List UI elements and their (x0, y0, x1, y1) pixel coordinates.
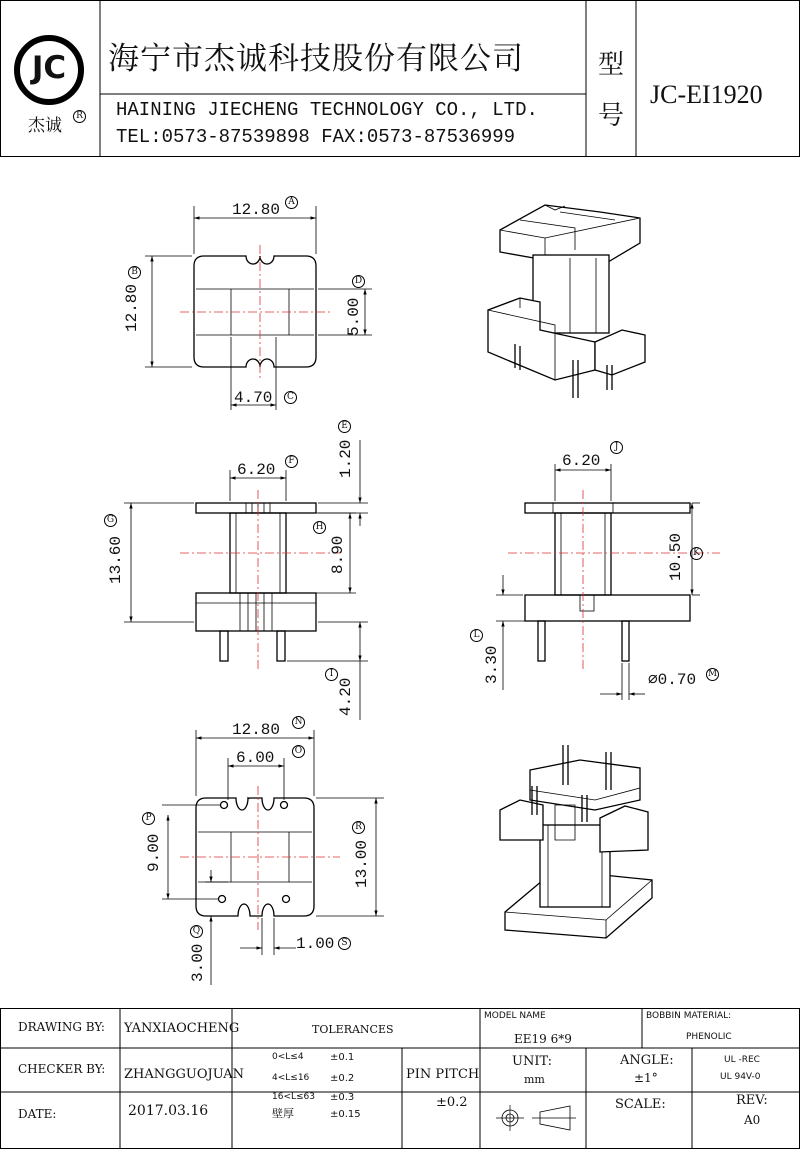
drawing-by-label: DRAWING BY: (18, 1020, 105, 1034)
dim-side-l: 3.30 (483, 645, 501, 684)
dim-front-e: 1.20 (337, 439, 355, 478)
dim-tag-c: C (284, 391, 297, 404)
dim-tag-e: E (338, 420, 351, 433)
title-block-frame (0, 1008, 800, 1156)
top-view (145, 206, 372, 410)
dim-front-g: 13.60 (107, 535, 125, 584)
drawing-by-value: YANXIAOCHENG (124, 1021, 240, 1036)
date-value: 2017.03.16 (128, 1103, 209, 1119)
tol3-range: 16<L≤63 (272, 1092, 316, 1102)
dim-tag-h: H (313, 521, 326, 534)
dim-tag-l: L (470, 629, 483, 642)
dim-tag-r: R (352, 821, 365, 834)
material-label: BOBBIN MATERIAL: (646, 1011, 732, 1021)
date-label: DATE: (18, 1107, 57, 1121)
dim-front-h: 8.90 (329, 535, 347, 574)
checker-by-label: CHECKER BY: (18, 1062, 106, 1076)
tol4-value: ±0.15 (330, 1109, 361, 1120)
model-name-label: MODEL NAME (484, 1011, 546, 1021)
dim-front-f: 6.20 (237, 461, 276, 479)
tol1-range: 0<L≤4 (272, 1052, 304, 1062)
dim-tag-m: M (707, 669, 718, 679)
tol2-range: 4<L≤16 (272, 1073, 310, 1083)
dim-bot-r: 13.00 (353, 839, 371, 888)
unit-value: mm (524, 1073, 545, 1086)
pin-pitch-label: PIN PITCH (406, 1067, 480, 1082)
ul-rec: UL -REC (724, 1055, 760, 1065)
tol1-value: ±0.1 (330, 1052, 355, 1063)
dim-tag-g: G (104, 514, 117, 527)
logo-cn: 杰诚 (28, 116, 62, 136)
dim-bot-n: 12.80 (232, 721, 281, 739)
logo-text: JC (31, 50, 67, 86)
angle-label: ANGLE: (620, 1053, 674, 1068)
dim-side-m: ⌀0.70 (648, 671, 697, 689)
isometric-view-top (488, 205, 645, 398)
dim-tag-o: O (292, 745, 305, 758)
dim-bot-o: 6.00 (236, 749, 275, 767)
material-value: PHENOLIC (686, 1032, 732, 1042)
checker-by-value: ZHANGGUOJUAN (124, 1067, 245, 1082)
dim-tag-b: B (128, 266, 141, 279)
side-view (496, 464, 720, 700)
dim-tag-n: N (292, 716, 305, 729)
type-label-1: 型 (598, 50, 625, 80)
pin-pitch-value: ±0.2 (436, 1095, 468, 1110)
dim-tag-f: F (285, 455, 298, 468)
unit-label: UNIT: (512, 1054, 553, 1069)
dim-top-width: 12.80 (232, 201, 281, 219)
isometric-view-bottom (500, 745, 652, 938)
dim-bot-s: 1.00 (296, 935, 335, 953)
model-name-value: EE19 6*9 (514, 1032, 572, 1046)
company-name-cn: 海宁市杰诚科技股份有限公司 (108, 41, 524, 77)
tol2-value: ±0.2 (330, 1073, 355, 1084)
model-number: JC-EI1920 (650, 80, 763, 109)
tol4-range: 壁厚 (272, 1107, 294, 1120)
dim-tag-i: I (325, 668, 338, 681)
dim-front-i: 4.20 (337, 677, 355, 716)
scale-label: SCALE: (615, 1097, 666, 1112)
company-name-en: HAINING JIECHENG TECHNOLOGY CO., LTD. (116, 99, 538, 121)
dim-top-d: 5.00 (345, 297, 363, 336)
dim-tag-k: K (690, 547, 703, 560)
dim-top-height: 12.80 (123, 283, 141, 332)
dim-tag-a: A (285, 196, 298, 209)
dim-side-j: 6.20 (562, 452, 601, 470)
dim-tag-j: J (610, 441, 623, 454)
dim-top-slot: 4.70 (234, 389, 273, 407)
dim-bot-p: 9.00 (145, 833, 163, 872)
rev-value: A0 (744, 1113, 761, 1127)
dim-tag-p: P (142, 812, 155, 825)
dim-bot-q: 3.00 (189, 943, 207, 982)
tol3-value: ±0.3 (330, 1092, 355, 1103)
tolerances-label: TOLERANCES (312, 1023, 394, 1036)
angle-value: ±1° (634, 1071, 658, 1085)
type-label-2: 号 (598, 101, 625, 131)
ul-94v0: UL 94V-0 (720, 1072, 761, 1082)
dim-tag-q: Q (190, 925, 203, 938)
dim-tag-s: S (338, 937, 351, 950)
logo-registered: R (73, 110, 86, 123)
company-contact: TEL:0573-87539898 FAX:0573-87536999 (116, 126, 516, 148)
rev-label: REV: (736, 1093, 768, 1108)
dim-tag-d: D (352, 275, 365, 288)
dim-side-k: 10.50 (667, 532, 685, 581)
